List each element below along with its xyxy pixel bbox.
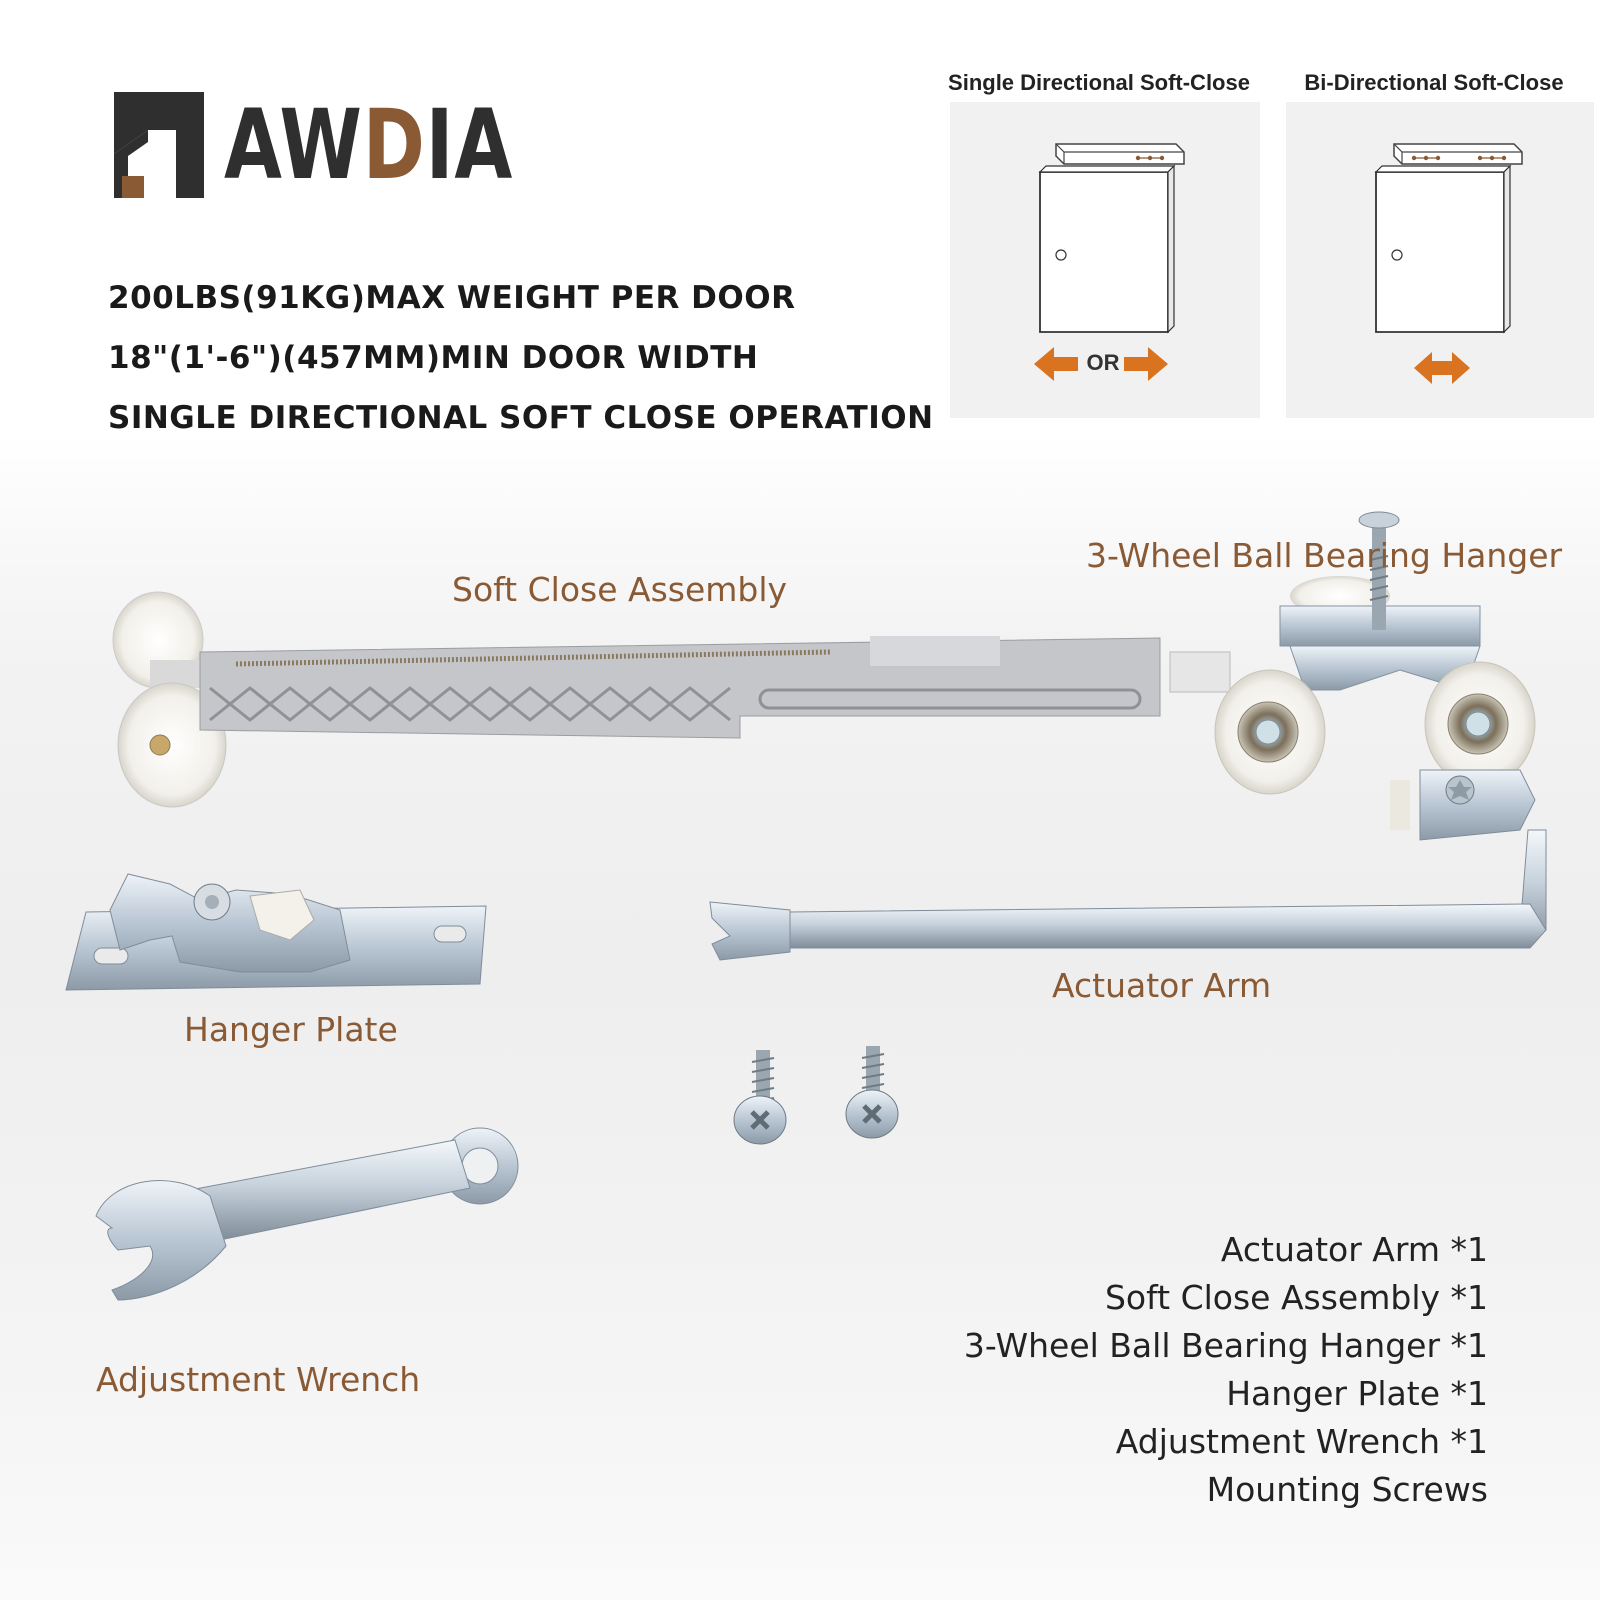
logo-wordmark: AWDIA — [224, 89, 514, 201]
list-item: Actuator Arm *1 — [1220, 1230, 1488, 1269]
label-ball-bearing-hanger: 3-Wheel Ball Bearing Hanger — [1086, 536, 1563, 575]
list-item: Hanger Plate *1 — [1226, 1374, 1488, 1413]
actuator-arm-drawing — [710, 770, 1546, 960]
list-item: Soft Close Assembly *1 — [1104, 1278, 1488, 1317]
label-soft-close-assembly: Soft Close Assembly — [452, 570, 788, 609]
hanger-plate-drawing — [66, 874, 486, 990]
bi-door-diagram-icon — [1286, 102, 1594, 418]
or-text: OR — [1086, 350, 1120, 375]
list-item: Adjustment Wrench *1 — [1115, 1422, 1488, 1461]
brand-logo — [114, 89, 534, 201]
bi-directional-diagram — [1286, 102, 1594, 418]
mounting-screws-drawing — [734, 1046, 898, 1144]
single-directional-diagram — [950, 102, 1260, 418]
parts-list — [964, 1226, 1488, 1514]
label-hanger-plate: Hanger Plate — [184, 1010, 398, 1049]
list-item: 3-Wheel Ball Bearing Hanger *1 — [963, 1326, 1488, 1365]
spec-operation: SINGLE DIRECTIONAL SOFT CLOSE OPERATION — [108, 400, 934, 436]
single-directional-title: Single Directional Soft-Close — [948, 70, 1250, 95]
soft-close-assembly-drawing — [113, 592, 1230, 807]
bi-directional-title: Bi-Directional Soft-Close — [1304, 70, 1564, 95]
list-item: Mounting Screws — [1206, 1470, 1488, 1509]
spec-min-width: 18"(1'-6")(457MM)MIN DOOR WIDTH — [108, 340, 759, 376]
label-actuator-arm: Actuator Arm — [1052, 966, 1272, 1005]
house-logo-icon — [114, 92, 214, 198]
spec-max-weight: 200LBS(91KG)MAX WEIGHT PER DOOR — [108, 280, 796, 316]
label-adjustment-wrench: Adjustment Wrench — [96, 1360, 421, 1399]
adjustment-wrench-drawing — [96, 1128, 518, 1300]
